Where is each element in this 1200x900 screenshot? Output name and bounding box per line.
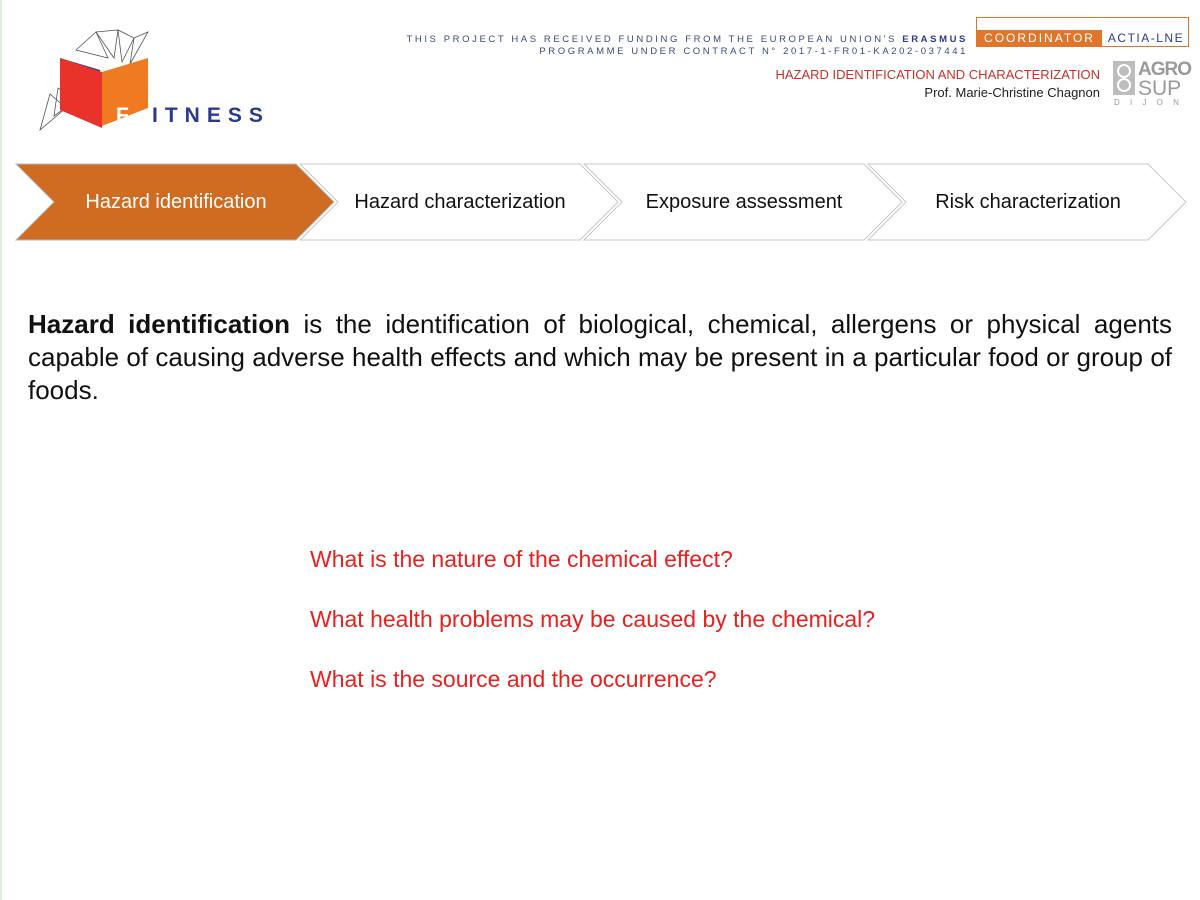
left-border-line xyxy=(0,0,2,900)
author-name: Prof. Marie-Christine Chagnon xyxy=(924,85,1100,100)
coordinator-name: ACTIA-LNE xyxy=(1107,31,1185,45)
agro-line2: SUP xyxy=(1138,77,1182,100)
process-steps xyxy=(0,160,1200,244)
funding-line2: PROGRAMME UNDER CONTRACT N° 2017-1-FR01-KA202-037441 xyxy=(539,46,968,57)
logo-wordmark: ITNESS xyxy=(152,104,270,127)
funding-notice xyxy=(406,34,968,58)
step-hazard-characterization: Hazard characterization xyxy=(354,190,566,213)
step-exposure-assessment: Exposure assessment xyxy=(645,190,843,213)
step-hazard-identification: Hazard identification xyxy=(85,190,267,213)
definition-term: Hazard identification xyxy=(28,309,290,339)
question-item: What is the nature of the chemical effect? xyxy=(310,546,733,572)
step-risk-characterization: Risk characterization xyxy=(935,190,1121,213)
coordinator-badge xyxy=(976,17,1189,47)
agro-line3: D I J O N xyxy=(1114,98,1183,107)
question-item: What health problems may be caused by the chemical? xyxy=(310,606,876,632)
coordinator-label: COORDINATOR xyxy=(977,30,1102,47)
section-title: HAZARD IDENTIFICATION AND CHARACTERIZATION xyxy=(775,67,1100,82)
logo-letter-f: F xyxy=(116,104,129,127)
funding-line1: THIS PROJECT HAS RECEIVED FUNDING FROM THE EUROPEAN UNION'S xyxy=(406,34,898,45)
agro-line1: AGRO xyxy=(1138,59,1191,80)
question-item: What is the source and the occurrence? xyxy=(310,666,717,692)
funding-erasmus: ERASMUS xyxy=(902,34,968,45)
agrosup-logo xyxy=(1112,59,1191,107)
fitness-logo xyxy=(36,28,276,138)
definition-text: is the identification of biological, chemical, allergens or physical agents capable of causing adverse health effects and which may be present in a particular food or group of foods. xyxy=(28,309,1172,405)
definition-paragraph xyxy=(28,308,1172,407)
